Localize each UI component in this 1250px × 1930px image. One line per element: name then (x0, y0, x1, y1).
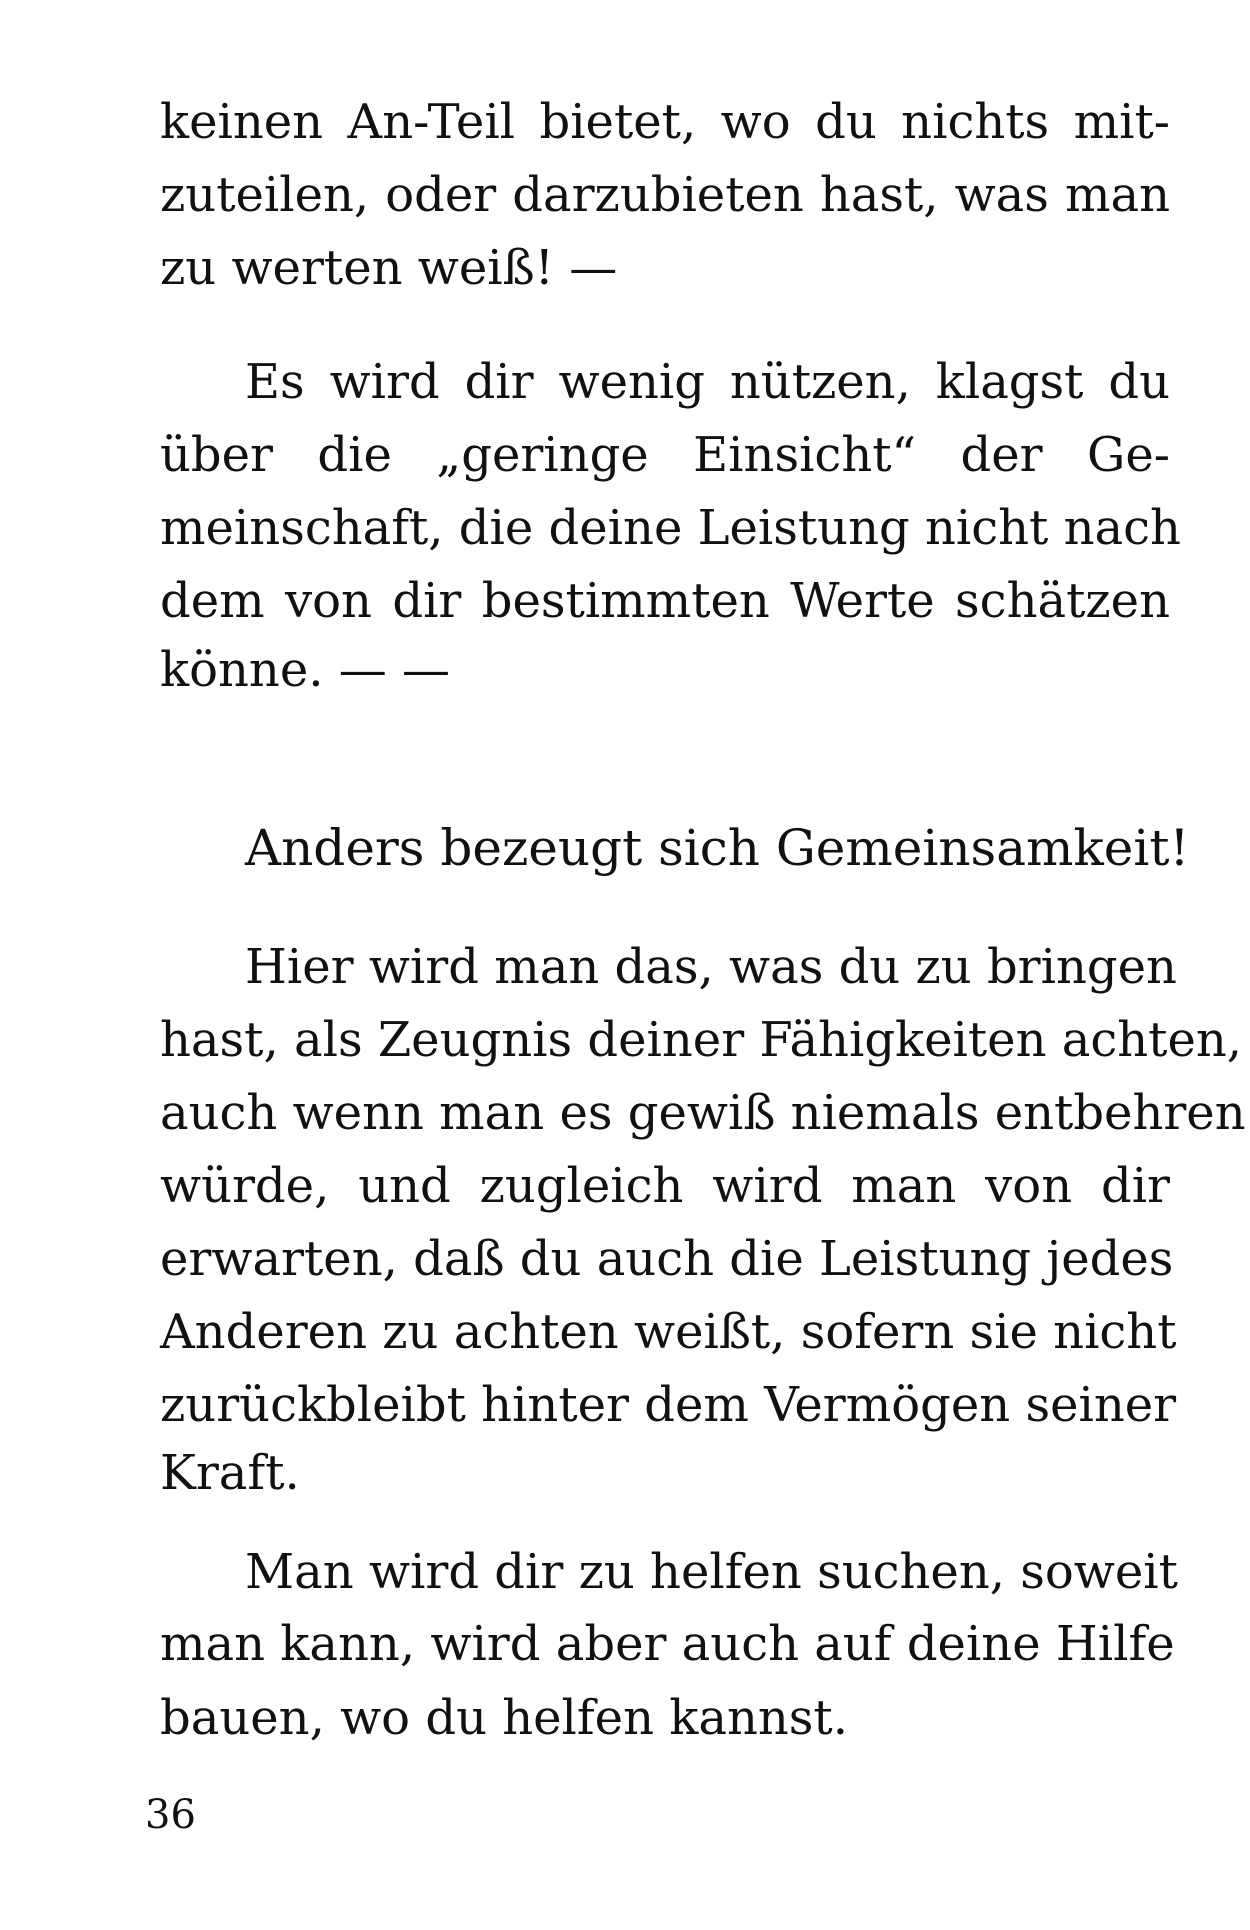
text-line: zu werten weiß! — (160, 240, 618, 296)
text-line: keinen An-Teil bietet, wo du nichts mit- (160, 94, 1170, 150)
text-line: hast, als Zeugnis deiner Fähigkeiten achten, (160, 1012, 1243, 1068)
text-line: Anderen zu achten weißt, sofern sie nicht (160, 1304, 1177, 1360)
text-line: auch wenn man es gewiß niemals entbehren (160, 1085, 1246, 1141)
text-line: bauen, wo du helfen kannst. (160, 1690, 848, 1746)
page-number: 36 (145, 1792, 196, 1838)
text-line: dem von dir bestimmten Werte schätzen (160, 573, 1170, 629)
text-line: zuteilen, oder darzubieten hast, was man (160, 167, 1170, 223)
text-line: zurückbleibt hinter dem Vermögen seiner (160, 1377, 1177, 1433)
text-line: Man wird dir zu helfen suchen, soweit (245, 1544, 1178, 1600)
text-line: erwarten, daß du auch die Leistung jedes (160, 1231, 1174, 1287)
text-line: Es wird dir wenig nützen, klagst du (245, 354, 1170, 410)
text-line: man kann, wird aber auch auf deine Hilfe (160, 1616, 1175, 1672)
text-line: Kraft. (160, 1445, 300, 1501)
text-line: Hier wird man das, was du zu bringen (245, 939, 1177, 995)
text-line: meinschaft, die deine Leistung nicht nach (160, 500, 1181, 556)
section-heading: Anders bezeugt sich Gemeinsamkeit! (245, 819, 1190, 877)
text-line: könne. — — (160, 642, 450, 698)
text-line: über die „geringe Einsicht“ der Ge- (160, 427, 1170, 483)
text-line: würde, und zugleich wird man von dir (160, 1158, 1170, 1214)
